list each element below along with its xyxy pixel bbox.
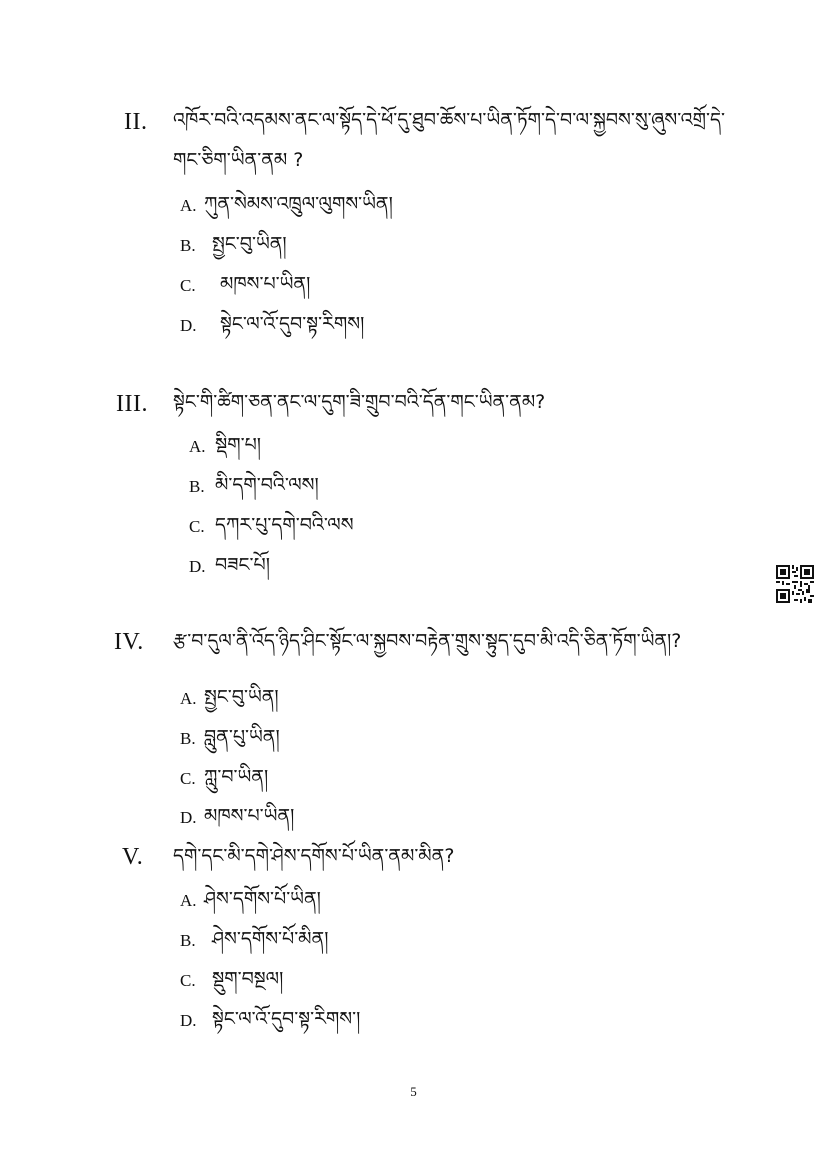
option-text: ཀུན་སེམས་འཁྲུལ་ལུགས་ཡིན།: [204, 193, 393, 215]
question-text: རྩ་བ་དུལ་ནི་འོད་ཉིད་ཤིང་སྟོང་ལ་སྐྱབས་བརྟེན་གྲུས་སྟུད་དུབ་མི་འདི་ཅིན་ཏོག་ཡིན།?: [173, 630, 682, 652]
option-text: ཤེས་དགོས་པོ་ཡིན།: [204, 888, 321, 910]
qr-code-icon: [776, 565, 814, 603]
option-letter: D.: [189, 557, 206, 576]
page-number: 5: [410, 1084, 417, 1099]
option-letter: A.: [189, 437, 206, 456]
question-text: དགེ་དང་མི་དགེ་ཤེས་དགོས་པོ་ཡིན་ནམ་མིན?: [173, 845, 455, 867]
option-letter: B.: [189, 477, 205, 496]
option-letter: C.: [189, 517, 205, 536]
question-number: II.: [124, 109, 148, 135]
option-text: སྡིག་པ།: [215, 434, 262, 456]
option-text: དཀར་པུ་དགེ་བའི་ལས: [215, 514, 354, 536]
option-letter: B.: [180, 729, 196, 748]
option-letter: B.: [180, 931, 196, 950]
option-text: ཤེས་དགོས་པོ་མིན།: [212, 928, 329, 950]
question-number: III.: [116, 391, 148, 417]
question-text: འཁོར་བའི་འདམས་ནང་ལ་སྟོད་དེ་ཕོ་དུ་ཐུབ་ཆོས་པ་ཡིན་ཏོག་དེ་བ་ལ་སྐྱབས་སུ་ཞུས་འགྲོ་དེ་གང་ཅིག་ཡིན་ནམ ?: [173, 109, 725, 171]
option-text: མཁས་པ་ཡིན།: [204, 805, 295, 827]
option-text: སྤྱང་བུ་ཡིན།: [204, 686, 279, 708]
option-text: སྤྱང་བུ་ཡིན།: [212, 233, 287, 255]
question-number: IV.: [114, 629, 144, 655]
option-text: མི་དགེ་བའི་ལས།: [215, 474, 319, 496]
option-text: སྡུག་བསྔལ།: [212, 968, 284, 990]
option-text: བཟང་པོ།: [215, 554, 270, 576]
option-letter: D.: [180, 1011, 197, 1030]
question-text: སྟེང་གི་ཚིག་ཅན་ནང་ལ་དུག་ཟི་གྲུབ་བའི་དོན་གང་ཡིན་ནམ?: [173, 391, 546, 413]
option-text: སྟེང་ལ་འོ་དུབ་སྟ་རིགས་།: [212, 1008, 361, 1030]
question-number: V.: [122, 844, 144, 870]
option-text: བླུན་པུ་ཡིན།: [204, 726, 280, 748]
option-letter: D.: [180, 316, 197, 335]
option-letter: C.: [180, 769, 196, 788]
option-text: སྟེང་ལ་འོ་དུབ་སྟ་རིགས།: [220, 313, 365, 335]
option-letter: A.: [180, 196, 197, 215]
option-letter: C.: [180, 971, 196, 990]
option-letter: D.: [180, 808, 197, 827]
option-text: མཁས་པ་ཡིན།: [220, 273, 311, 295]
option-letter: B.: [180, 236, 196, 255]
option-letter: A.: [180, 689, 197, 708]
option-text: ཀླུ་བ་ཡིན།: [204, 766, 269, 788]
option-letter: C.: [180, 276, 196, 295]
option-letter: A.: [180, 891, 197, 910]
